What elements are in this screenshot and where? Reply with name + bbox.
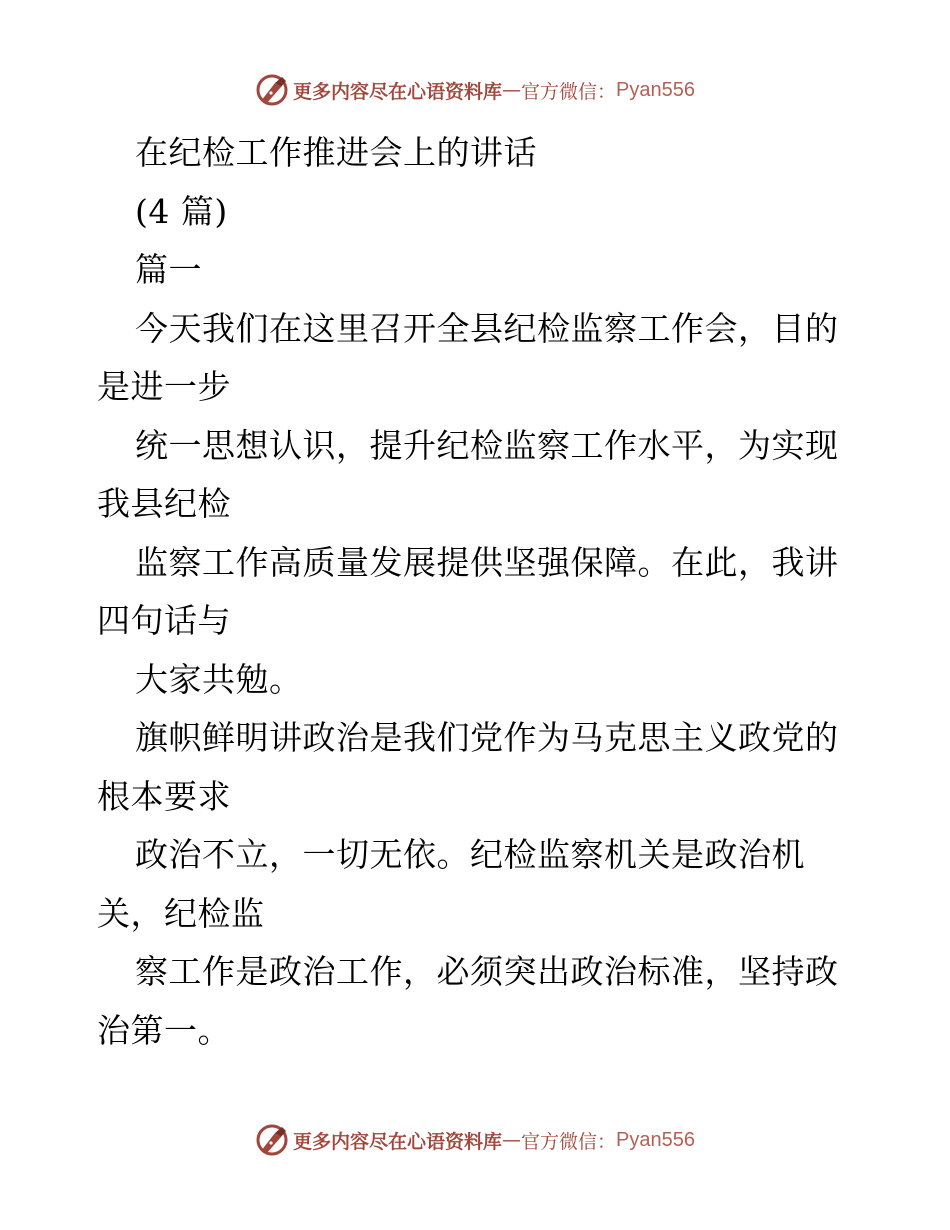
footer-banner: [0, 1120, 950, 1160]
document-line: 在纪检工作推进会上的讲话: [135, 133, 537, 172]
banner-separator: —: [502, 1129, 522, 1151]
document-line: 统一思想认识，提升纪检监察工作水平，为实现: [135, 425, 839, 465]
document-line: 治第一。: [97, 1010, 231, 1050]
document-line: 关，纪检监: [97, 893, 265, 933]
document-body: [97, 124, 857, 1060]
document-line: 我县纪检: [97, 484, 231, 523]
pen-nib-logo-icon: [255, 1123, 289, 1157]
site-name: 更多内容尽在心语资料库: [293, 1130, 503, 1153]
document-line: 篇一: [135, 250, 202, 289]
wechat-id: Pyan556: [616, 1128, 695, 1151]
document-line: 今天我们在这里召开全县纪检监察工作会，目的: [135, 308, 839, 348]
document-line: 根本要求: [97, 776, 231, 816]
header-banner: [0, 70, 950, 110]
wechat-id: Pyan556: [616, 78, 695, 101]
pen-nib-logo-icon: [255, 73, 289, 107]
document-line: 察工作是政治工作，必须突出政治标准，坚持政: [135, 952, 839, 991]
document-line: 是进一步: [97, 367, 231, 406]
document-line: 政治不立，一切无依。纪检监察机关是政治机: [135, 835, 805, 874]
banner-separator: —: [502, 79, 522, 101]
document-line: 四句话与: [97, 601, 231, 640]
document-line: 大家共勉。: [135, 659, 303, 699]
wechat-label: 官方微信：: [521, 1130, 617, 1153]
document-line: 旗帜鲜明讲政治是我们党作为马克思主义政党的: [135, 718, 839, 757]
wechat-label: 官方微信：: [521, 80, 617, 103]
site-name: 更多内容尽在心语资料库: [293, 80, 503, 103]
document-line: 监察工作高质量发展提供坚强保障。在此，我讲: [135, 542, 839, 582]
document-line: (4 篇): [135, 191, 228, 231]
